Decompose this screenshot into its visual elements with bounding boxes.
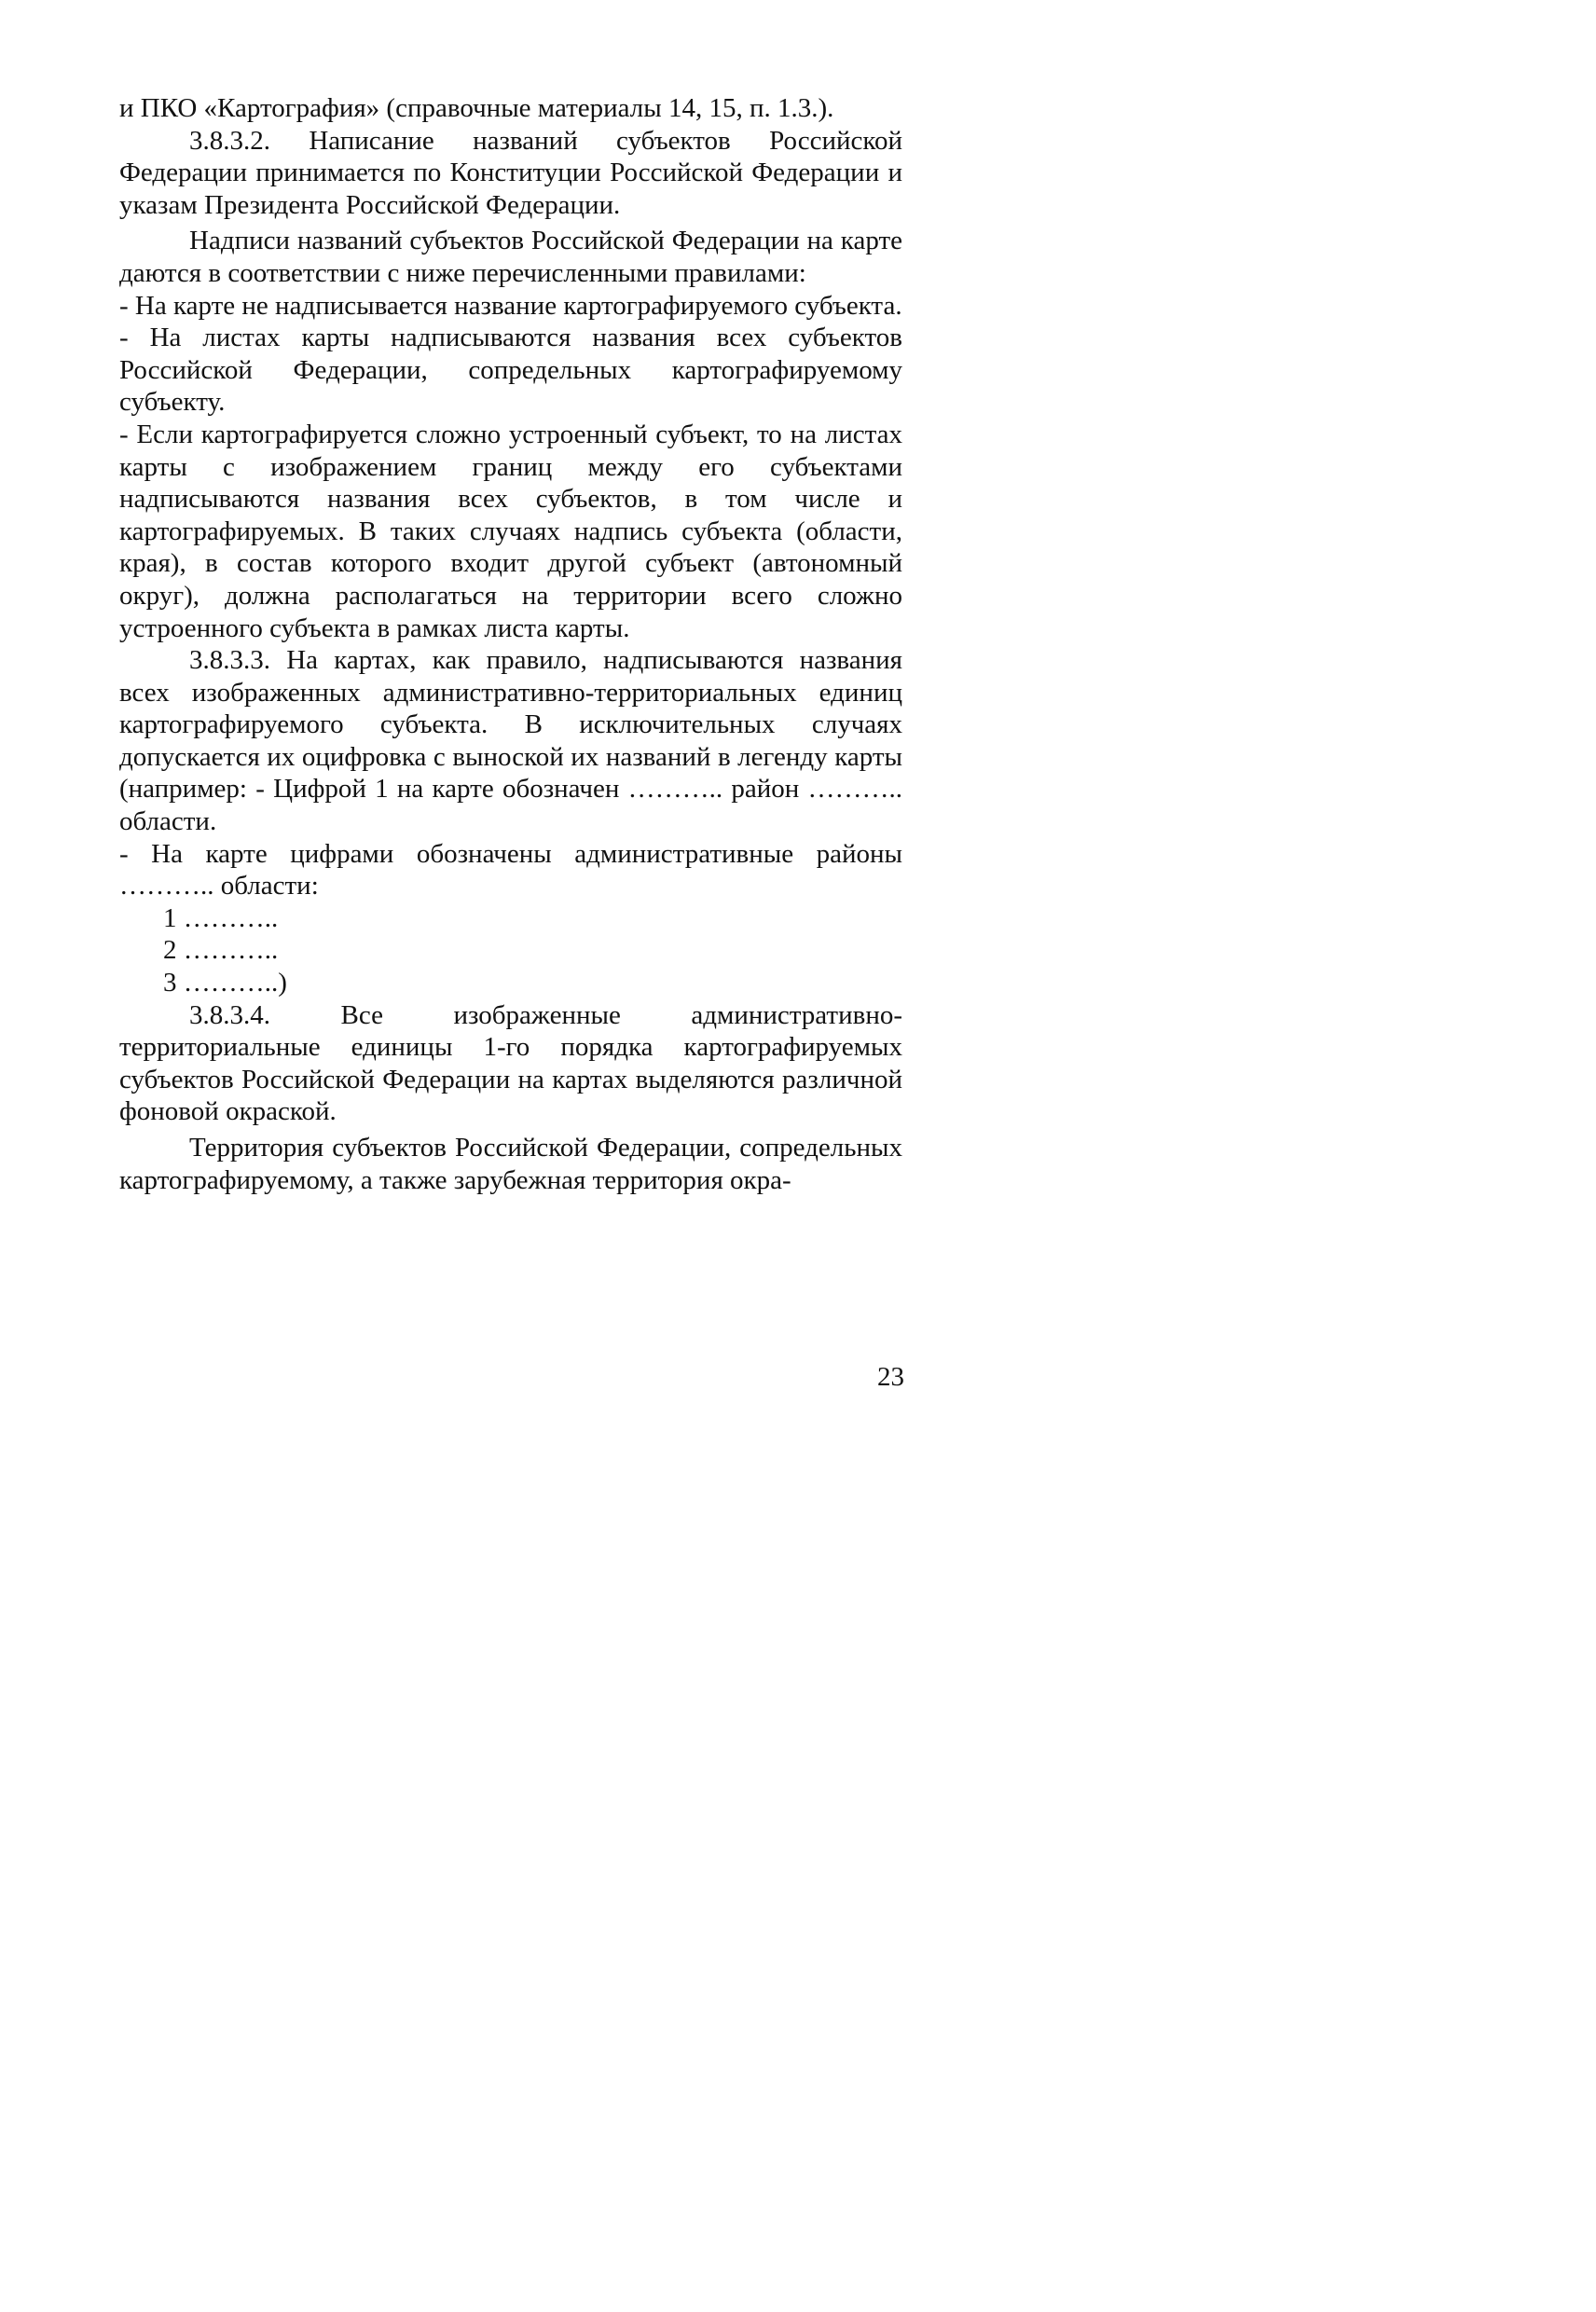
- paragraph-continuation: и ПКО «Картография» (справочные материалы 14, 15, п. 1.3.).: [119, 93, 834, 123]
- page-number: 23: [877, 1362, 904, 1392]
- paragraph-3-8-3-3: 3.8.3.3. На картах, как правило, надписываются названия всех изображенных административно-территориальных единиц картографируемого субъекта. В исключительных случаях допускается их оцифровка с выноской их названий в легенду карты (например: - Цифрой 1 на карте обозначен ……….. район ……….. области.: [119, 645, 902, 837]
- document-page: [0, 0, 1007, 1463]
- rule-item-2: - На листах карты надписываются названия всех субъектов Российской Федерации, сопредельных картографируемому субъекту.: [119, 323, 902, 418]
- paragraph-territory: Территория субъектов Российской Федерации, сопредельных картографируемому, а также зарубежная территория окра-: [119, 1133, 902, 1195]
- rule-item-3: - Если картографируется сложно устроенный субъект, то на листах карты с изображением границ между его субъектами надписываются названия всех субъектов, в том числе и картографируемых. В таких случаях надпись субъекта (области, края), в состав которого входит другой субъект (автономный округ), должна располагаться на территории всего сложно устроенного субъекта в рамках листа карты.: [119, 419, 902, 643]
- numbered-entry-1: 1 ………..: [163, 902, 279, 933]
- rule-item-1: - На карте не надписывается название картографируемого субъекта.: [119, 290, 902, 321]
- numbered-entry-3: 3 ………..): [163, 968, 287, 998]
- numbered-entry-2: 2 ………..: [163, 935, 279, 966]
- example-legend-line: - На карте цифрами обозначены административные районы ……….. области:: [119, 838, 902, 901]
- body-text: [119, 92, 902, 1196]
- paragraph-rules-intro: Надписи названий субъектов Российской Федерации на карте даются в соответствии с ниже перечисленными правилами:: [119, 226, 902, 288]
- paragraph-3-8-3-4: 3.8.3.4. Все изображенные административно-территориальные единицы 1-го порядка картографируемых субъектов Российской Федерации на картах выделяются различной фоновой окраской.: [119, 999, 902, 1127]
- paragraph-3-8-3-2: 3.8.3.2. Написание названий субъектов Российской Федерации принимается по Конституции Российской Федерации и указам Президента Российской Федерации.: [119, 125, 902, 220]
